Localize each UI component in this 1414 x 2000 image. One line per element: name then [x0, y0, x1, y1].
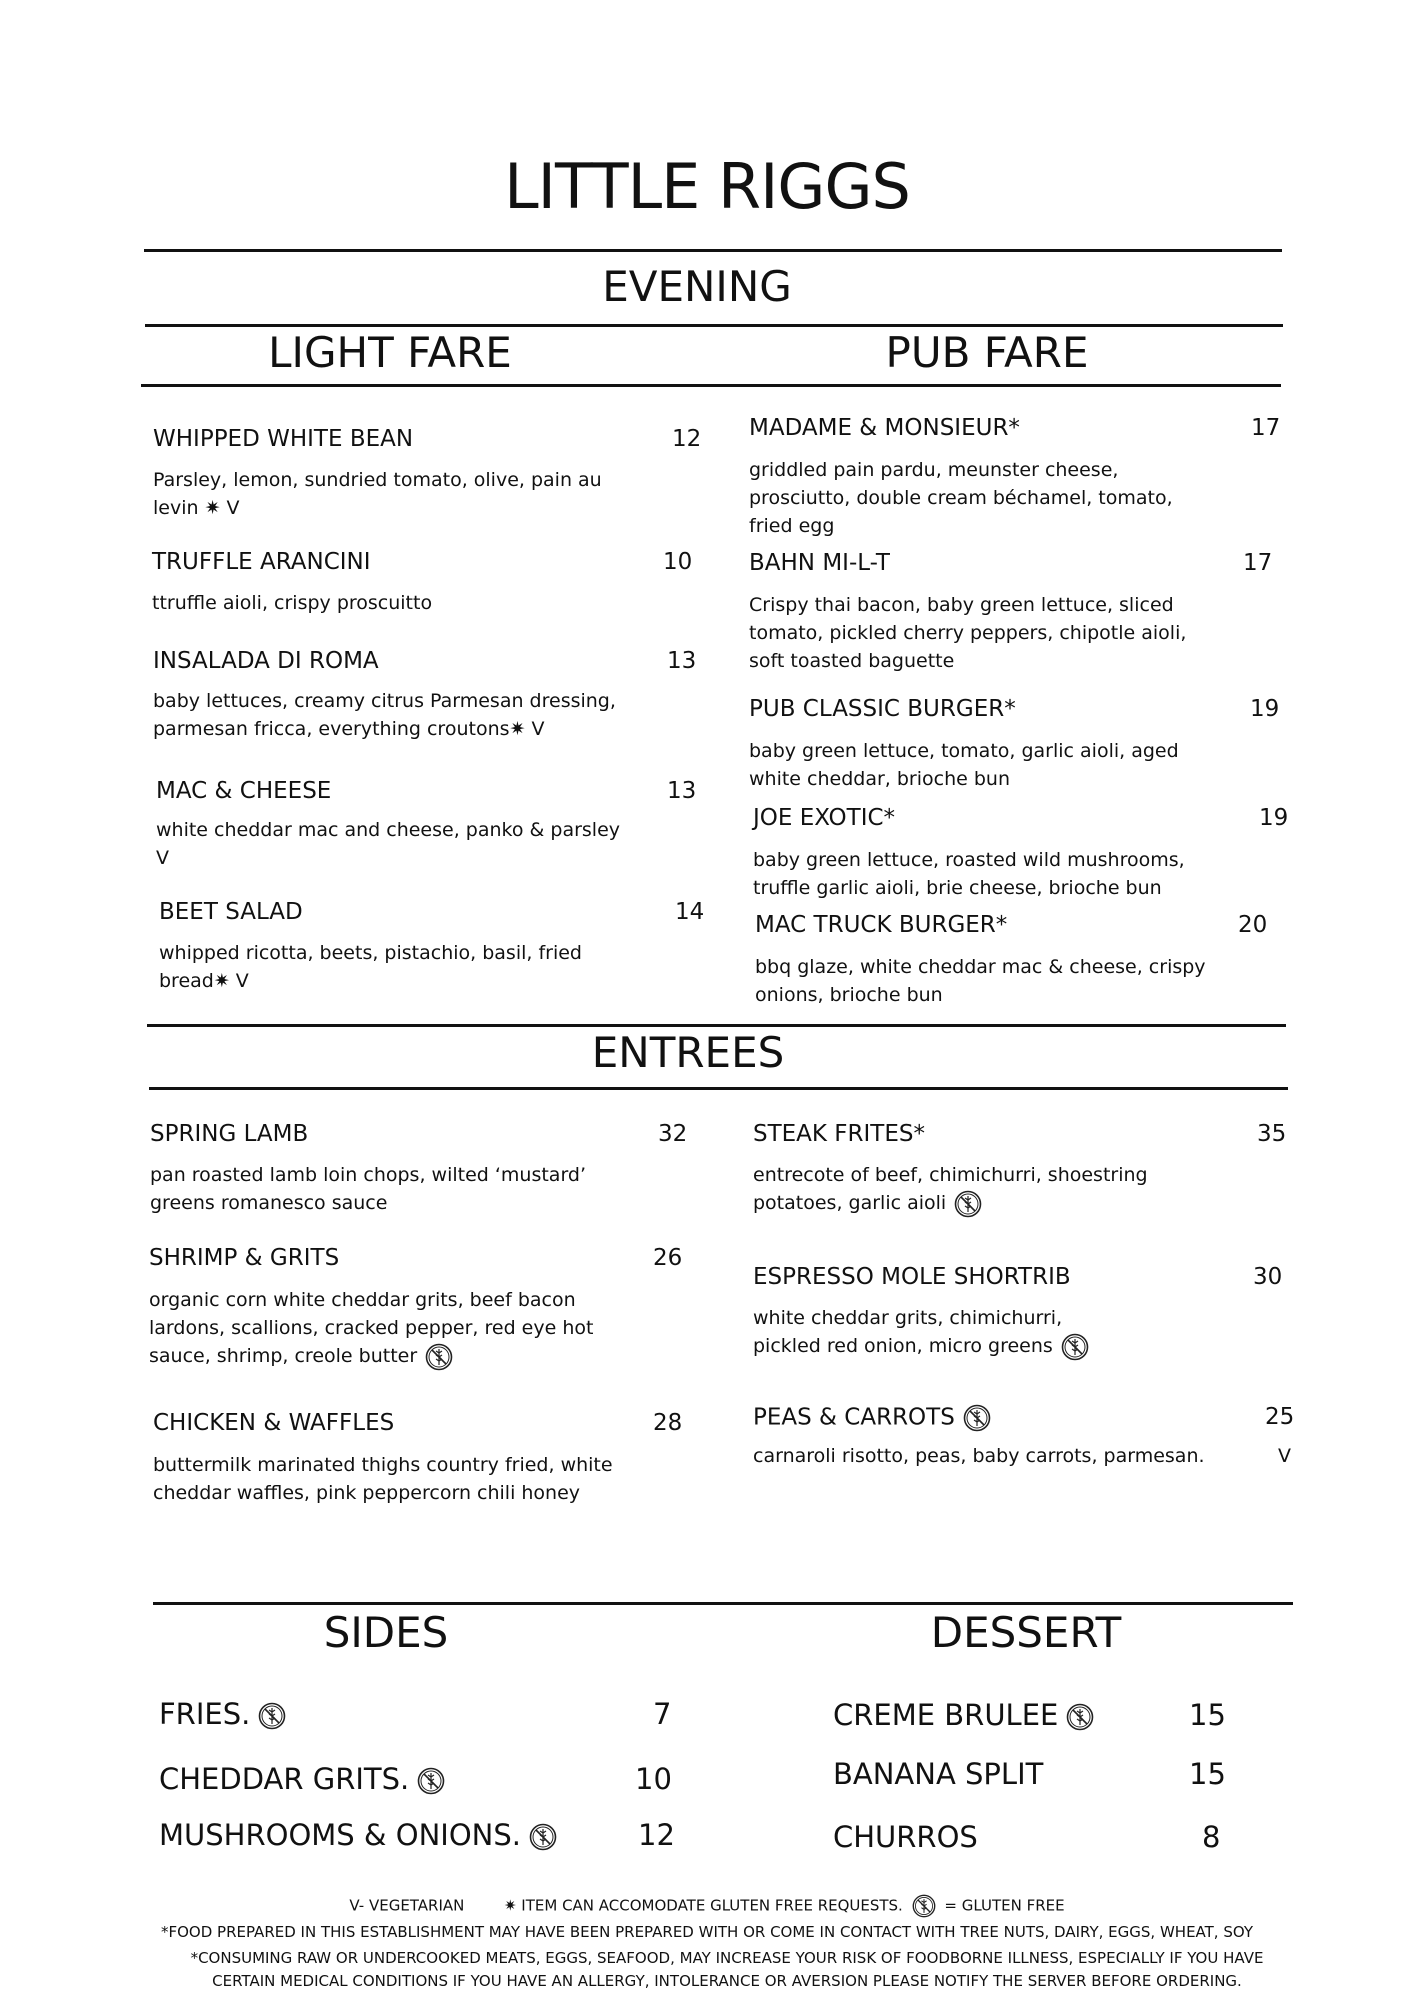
item-name-text: TRUFFLE ARANCINI — [152, 549, 371, 575]
item-name-text: FRIES. — [159, 1697, 251, 1731]
item-name — [749, 696, 1016, 722]
item-price: 26 — [653, 1245, 683, 1271]
item-description-line — [153, 715, 544, 743]
item-price: 17 — [1251, 415, 1281, 441]
item-name-text: WHIPPED WHITE BEAN — [153, 426, 414, 452]
item-description-line — [749, 512, 834, 540]
item-name — [833, 1698, 1094, 1732]
divider — [141, 384, 1281, 387]
description-text: prosciutto, double cream béchamel, tomato, — [749, 487, 1173, 509]
item-description-line — [749, 619, 1186, 647]
item-name — [152, 549, 371, 575]
item-name — [159, 1762, 445, 1796]
legend — [0, 1894, 1414, 1918]
item-name-text: ESPRESSO MOLE SHORTRIB — [753, 1264, 1071, 1290]
item-price: 15 — [1189, 1698, 1226, 1732]
item-description-line — [153, 687, 616, 715]
item-name-text: BEET SALAD — [159, 899, 303, 925]
description-text: pickled red onion, micro greens — [753, 1335, 1053, 1357]
item-name-text: INSALADA DI ROMA — [153, 648, 379, 674]
description-text: white cheddar mac and cheese, panko & parsley — [156, 819, 621, 841]
item-price: 20 — [1238, 912, 1268, 938]
item-name — [833, 1757, 1043, 1791]
item-description-line — [150, 1161, 586, 1189]
item-description-line — [156, 844, 169, 872]
item-name-text: PUB CLASSIC BURGER* — [749, 696, 1016, 722]
legend-vegetarian: V- VEGETARIAN — [349, 1896, 465, 1915]
item-description-line — [153, 1451, 613, 1479]
item-name — [753, 1121, 925, 1147]
item-description-line — [149, 1286, 576, 1314]
item-name-text: MADAME & MONSIEUR* — [749, 415, 1020, 441]
dessert-heading: DESSERT — [930, 1608, 1122, 1657]
item-description-line — [153, 1479, 580, 1507]
item-name-text: MAC TRUCK BURGER* — [755, 912, 1008, 938]
item-name-text: PEAS & CARROTS — [753, 1404, 955, 1431]
description-text: sauce, shrimp, creole butter — [149, 1345, 418, 1367]
item-name-text: CHICKEN & WAFFLES — [153, 1410, 395, 1436]
description-text: levin ✷ V — [153, 497, 240, 519]
item-description-line — [749, 647, 954, 675]
gluten-free-icon — [529, 1823, 557, 1851]
item-name — [153, 648, 379, 674]
description-text: baby green lettuce, tomato, garlic aioli, aged — [749, 740, 1179, 762]
item-name — [833, 1820, 978, 1854]
gluten-free-icon — [425, 1343, 453, 1371]
item-price: 12 — [638, 1818, 675, 1852]
description-text: baby green lettuce, roasted wild mushrooms, — [753, 849, 1185, 871]
item-description-line — [749, 591, 1174, 619]
description-text: Parsley, lemon, sundried tomato, olive, pain au — [153, 469, 602, 491]
item-description-line — [149, 1342, 453, 1371]
item-description-line — [753, 1304, 1062, 1332]
light-fare-heading: LIGHT FARE — [268, 328, 512, 377]
item-name-text: CHURROS — [833, 1820, 978, 1854]
raw-food-notice: *CONSUMING RAW OR UNDERCOOKED MEATS, EGGS, SEAFOOD, MAY INCREASE YOUR RISK OF FOODBORNE ILLNESS, ESPECIALLY IF YOU HAVE — [190, 1949, 1264, 1967]
item-description-line — [152, 589, 432, 617]
divider — [144, 249, 1282, 252]
item-name — [159, 899, 303, 925]
item-name — [755, 912, 1007, 938]
item-name — [149, 1245, 339, 1271]
item-description-line — [755, 953, 1206, 981]
item-name-text: BANANA SPLIT — [833, 1757, 1044, 1791]
item-price: 13 — [667, 778, 697, 804]
item-description-line — [753, 874, 1162, 902]
description-text: truffle garlic aioli, brie cheese, brioche bun — [753, 877, 1162, 899]
item-name — [159, 1818, 557, 1852]
divider — [153, 1602, 1293, 1605]
legend-gluten-free: = GLUTEN FREE — [944, 1896, 1065, 1915]
item-description-line — [149, 1314, 593, 1342]
divider — [149, 1087, 1288, 1090]
gluten-free-icon — [1061, 1333, 1089, 1361]
description-text: carnaroli risotto, peas, baby carrots, parmesan. — [753, 1445, 1205, 1467]
item-price: 12 — [672, 426, 702, 452]
item-name-text: STEAK FRITES* — [753, 1121, 925, 1147]
item-name-text: MAC & CHEESE — [156, 778, 332, 804]
raw-food-notice-continued: CERTAIN MEDICAL CONDITIONS IF YOU HAVE AN ALLERGY, INTOLERANCE OR AVERSION PLEASE NOTIFY THE SERVER BEFORE ORDERING. — [212, 1972, 1242, 1990]
allergen-notice: *FOOD PREPARED IN THIS ESTABLISHMENT MAY HAVE BEEN PREPARED WITH OR COME IN CONTACT WITH TREE NUTS, DAIRY, EGGS, WHEAT, SOY — [160, 1923, 1254, 1941]
description-text: soft toasted baguette — [749, 650, 955, 672]
description-text: parmesan fricca, everything croutons✷ V — [153, 718, 545, 740]
item-description-line — [153, 494, 240, 522]
gluten-free-icon — [954, 1190, 982, 1218]
description-text: tomato, pickled cherry peppers, chipotle aioli, — [749, 622, 1187, 644]
gluten-free-icon — [1066, 1703, 1094, 1731]
gluten-free-icon — [912, 1894, 936, 1918]
item-name-text: CHEDDAR GRITS. — [159, 1762, 410, 1796]
item-name-text: SPRING LAMB — [150, 1121, 309, 1147]
item-description-line — [749, 456, 1118, 484]
item-price: 10 — [663, 549, 693, 575]
description-text: bbq glaze, white cheddar mac & cheese, crispy — [755, 956, 1206, 978]
item-name — [153, 1410, 394, 1436]
description-text: baby lettuces, creamy citrus Parmesan dressing, — [153, 690, 616, 712]
item-name — [749, 550, 890, 576]
item-description-line — [159, 967, 249, 995]
description-text: Crispy thai bacon, baby green lettuce, sliced — [749, 594, 1174, 616]
item-description-line — [159, 939, 582, 967]
item-description-line — [753, 1442, 1205, 1470]
item-price: 15 — [1189, 1757, 1226, 1791]
item-name-text: JOE EXOTIC* — [753, 805, 896, 831]
description-text: griddled pain pardu, meunster cheese, — [749, 459, 1119, 481]
item-description-line — [749, 737, 1179, 765]
description-text: pan roasted lamb loin chops, wilted ‘mustard’ — [150, 1164, 587, 1186]
description-text: fried egg — [749, 515, 835, 537]
description-text: organic corn white cheddar grits, beef bacon — [149, 1289, 576, 1311]
description-text: V — [156, 847, 169, 869]
item-name — [753, 1404, 991, 1432]
item-price: 19 — [1250, 696, 1280, 722]
item-price: 14 — [675, 899, 705, 925]
legend-gf-requests: ✷ ITEM CAN ACCOMODATE GLUTEN FREE REQUESTS. — [503, 1896, 903, 1915]
menu-period-heading: EVENING — [602, 262, 792, 311]
description-text: cheddar waffles, pink peppercorn chili honey — [153, 1482, 581, 1504]
description-text: entrecote of beef, chimichurri, shoestring — [753, 1164, 1148, 1186]
description-text: whipped ricotta, beets, pistachio, basil, fried — [159, 942, 582, 964]
description-text: white cheddar, brioche bun — [749, 768, 1011, 790]
item-price: 8 — [1202, 1820, 1221, 1854]
description-text: white cheddar grits, chimichurri, — [753, 1307, 1063, 1329]
entrees-heading: ENTREES — [591, 1028, 785, 1077]
item-name — [150, 1121, 308, 1147]
description-text: onions, brioche bun — [755, 984, 943, 1006]
item-description-line — [150, 1189, 387, 1217]
item-description-line — [753, 1161, 1148, 1189]
item-description-line — [753, 846, 1185, 874]
item-description-line — [749, 765, 1010, 793]
description-text: greens romanesco sauce — [150, 1192, 388, 1214]
item-name-text: MUSHROOMS & ONIONS. — [159, 1818, 521, 1852]
gluten-free-icon — [258, 1702, 286, 1730]
description-text: bread✷ V — [159, 970, 249, 992]
description-text: lardons, scallions, cracked pepper, red eye hot — [149, 1317, 594, 1339]
gluten-free-icon — [417, 1767, 445, 1795]
item-price: 25 — [1265, 1404, 1295, 1430]
description-text: ttruffle aioli, crispy proscuitto — [152, 592, 433, 614]
item-price: 19 — [1259, 805, 1289, 831]
item-price: 30 — [1253, 1264, 1283, 1290]
item-description-line — [753, 1332, 1089, 1361]
divider — [145, 324, 1283, 327]
item-name-text: CREME BRULEE — [833, 1698, 1059, 1732]
restaurant-title: LITTLE RIGGS — [504, 150, 910, 223]
pub-fare-heading: PUB FARE — [885, 328, 1089, 377]
description-text: potatoes, garlic aioli — [753, 1192, 947, 1214]
gluten-free-icon — [963, 1404, 991, 1432]
vegetarian-tag: V — [1278, 1445, 1291, 1467]
item-name — [749, 415, 1020, 441]
item-name-text: SHRIMP & GRITS — [149, 1245, 340, 1271]
item-price: 28 — [653, 1410, 683, 1436]
item-description-line — [153, 466, 602, 494]
item-description-line — [749, 484, 1173, 512]
item-price: 13 — [667, 648, 697, 674]
item-price: 35 — [1257, 1121, 1287, 1147]
item-description-line — [753, 1189, 982, 1218]
item-name-text: BAHN MI-L-T — [749, 550, 890, 576]
item-name — [753, 805, 895, 831]
item-price: 32 — [658, 1121, 688, 1147]
item-name — [753, 1264, 1071, 1290]
item-price: 7 — [653, 1697, 672, 1731]
item-description-line — [755, 981, 943, 1009]
item-name — [159, 1697, 286, 1731]
sides-heading: SIDES — [323, 1608, 449, 1657]
description-text: buttermilk marinated thighs country fried, white — [153, 1454, 613, 1476]
item-name — [156, 778, 331, 804]
item-name — [153, 426, 413, 452]
item-price: 10 — [635, 1762, 672, 1796]
divider — [147, 1024, 1286, 1027]
item-price: 17 — [1243, 550, 1273, 576]
item-description-line — [156, 816, 620, 844]
